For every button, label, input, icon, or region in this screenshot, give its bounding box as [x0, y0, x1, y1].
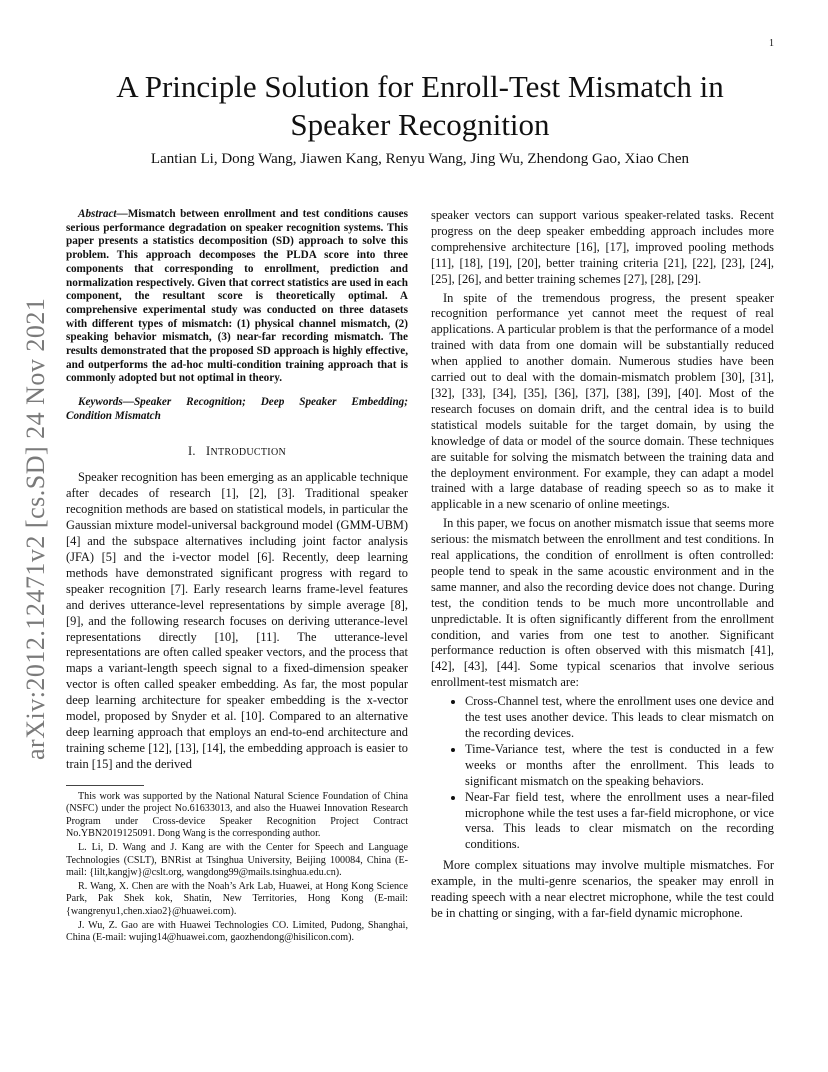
- section-title-rest: NTRODUCTION: [210, 446, 286, 458]
- paper-title: [70, 68, 770, 144]
- list-item: • Time-Variance test, where the test is conducted in a few weeks or months after the enrollment. This leads to significant mismatch on the speaking behaviors.: [465, 742, 774, 790]
- right-paragraph-4: More complex situations may involve multiple mismatches. For example, in the multi-genre scenarios, the speaker may enroll in reading speech with a near electret microphone, while the test could be in chatting or singing, with a far-field dynamic microphone.: [431, 858, 774, 920]
- keywords: Keywords—Speaker Recognition; Deep Speaker Embedding; Condition Mismatch: [66, 396, 408, 422]
- abstract-text: —Mismatch between enrollment and test conditions causes serious performance degradation on speaker recognition systems. This paper presents a statistics decomposition (SD) approach to solve this problem. This approach decomposes the PLDA score into three components that corresponding to enrollment, prediction and normalization respectively. Given that correct statistics are used in each component, the resultant score is theoretically optimal. A comprehensive experimental study was conducted on three datasets with different types of mismatch: (1) physical channel mismatch, (2) speaking behavior mismatch, (3) near-far recording mismatch. The results demonstrated that the proposed SD approach is highly effective, and outperforms the ad-hoc multi-condition training approach that is commonly adopted but not optimal in theory.: [66, 208, 408, 385]
- footnote-funding: This work was supported by the National Natural Science Foundation of China (NSFC) under the project No.61633013, and also the Huawei Innovation Research Program under Cross-device Speaker Recognition Project Contract No.YBN2019125091. Dong Wang is the corresponding author.: [66, 790, 408, 840]
- mismatch-scenario-list: [431, 694, 774, 853]
- page-number: 1: [769, 38, 774, 49]
- footnote-affiliation-noahs-ark: R. Wang, X. Chen are with the Noah’s Ark Lab, Huawei, at Hong Kong Science Park, Pak Shek kok, Shatin, New Territories, Hong Kong (E-mail: {wangrenyu1,chen.xiao2}@huawei.com).: [66, 880, 408, 918]
- list-item: • Near-Far field test, where the enrollment uses a near-filed microphone while the test uses a far-field microphone, or vice versa. This leads to clear mismatch on the recording conditions.: [465, 790, 774, 854]
- footnote-divider: [66, 785, 144, 786]
- right-paragraph-2: In spite of the tremendous progress, the present speaker recognition performance yet cannot meet the request of real applications. A particular problem is that the performance of a model trained with data from one domain will be substantially reduced when applied to another domain. Numerous studies have been carried out to deal with the domain-mismatch problem [30], [31], [32], [33], [34], [35], [36], [37], [38], [39], [40]. Most of the research focuses on domain drift, and the central idea is to build statistical models suitable for the target domain, by using the knowledge of data or model of the source domain. These techniques are suitable for solving the mismatch between the training data and the deployment environment. For example, they can adapt a model trained with a large database of reading speech so as to make it applicable in a new scenario of online meetings.: [431, 290, 774, 512]
- right-paragraph-3: In this paper, we focus on another mismatch issue that seems more serious: the mismatch between the enrollment and test conditions. In real applications, the condition of enrollment is often controlled: people tend to speak in the same acoustic environment and in the same manner, and also the recording device does not change. During test, the condition tends to be much more uncontrollable and unpredictable. It is often significantly different from the enrollment condition, and varies from one test to another. Significant performance reduction is often observed with this mismatch [41], [42], [43], [44]. Some typical scenarios that involve serious enrollment-test mismatch are:: [431, 516, 774, 690]
- list-item: • Cross-Channel test, where the enrollment uses one device and the test uses another device. This leads to clear mismatch on the recording devices.: [465, 694, 774, 742]
- section-number: I.: [188, 443, 196, 458]
- right-paragraph-1: speaker vectors can support various speaker-related tasks. Recent progress on the deep speaker embedding approach includes more comprehensive architecture [16], [17], improved pooling methods [11], [18], [19], [20], better training criteria [21], [22], [23], [24], [25], [26], and better training schemes [27], [28], [29].: [431, 208, 774, 286]
- abstract: [66, 208, 408, 386]
- intro-paragraph-1: Speaker recognition has been emerging as an applicable technique after decades of research [1], [2], [3]. Traditional speaker recognition methods are based on statistical models, in particular the Gaussian mixture model-universal background model (GMM-UBM) [4] and the subspace alternatives including joint factor analysis (JFA) [5] and the i-vector model [6]. Recently, deep learning methods have demonstrated significant progress with regard to speaker recognition [7]. Early research learns frame-level features and derives utterance-level representations by simple average [8], [9], and the following research focuses on deriving utterance-level representations directly [10], [11]. The utterance-level representations are often called speaker vectors, and the process that maps a variant-length speech signal to a fixed-dimension speaker vector is often called speaker embedding. As far, the most popular deep learning architecture for speaker embedding is the x-vector model, proposed by Snyder et al. [10]. Compared to an alternative deep learning approach that employs an end-to-end architecture and training scheme [12], [13], [14], the embedding approach is easier to train [15] and the derived: [66, 470, 408, 771]
- right-column: [431, 208, 774, 922]
- arxiv-identifier-stamp: arXiv:2012.12471v2 [cs.SD] 24 Nov 2021: [21, 297, 50, 760]
- section-heading-introduction: [66, 444, 408, 461]
- title-line-2: Speaker Recognition: [290, 107, 550, 142]
- section-title-initial: I: [206, 443, 211, 458]
- title-line-1: A Principle Solution for Enroll-Test Mismatch in: [116, 69, 724, 104]
- author-list: Lantian Li, Dong Wang, Jiawen Kang, Renyu Wang, Jing Wu, Zhendong Gao, Xiao Chen: [150, 151, 690, 167]
- footnote-affiliation-huawei: J. Wu, Z. Gao are with Huawei Technologies CO. Limited, Pudong, Shanghai, China (E-mail: wujing14@huawei.com, gaozhendong@hisilicon.com).: [66, 919, 408, 944]
- left-column: [66, 208, 408, 945]
- footnote-affiliation-cslt: L. Li, D. Wang and J. Kang are with the Center for Speech and Language Technologies (CSLT), BNRist at Tsinghua University, Beijing 100084, China (E-mail: {lilt,kangjw}@cslt.org, wangdong99@mails.tsinghua.edu.cn).: [66, 842, 408, 879]
- abstract-label: Abstract: [78, 208, 117, 220]
